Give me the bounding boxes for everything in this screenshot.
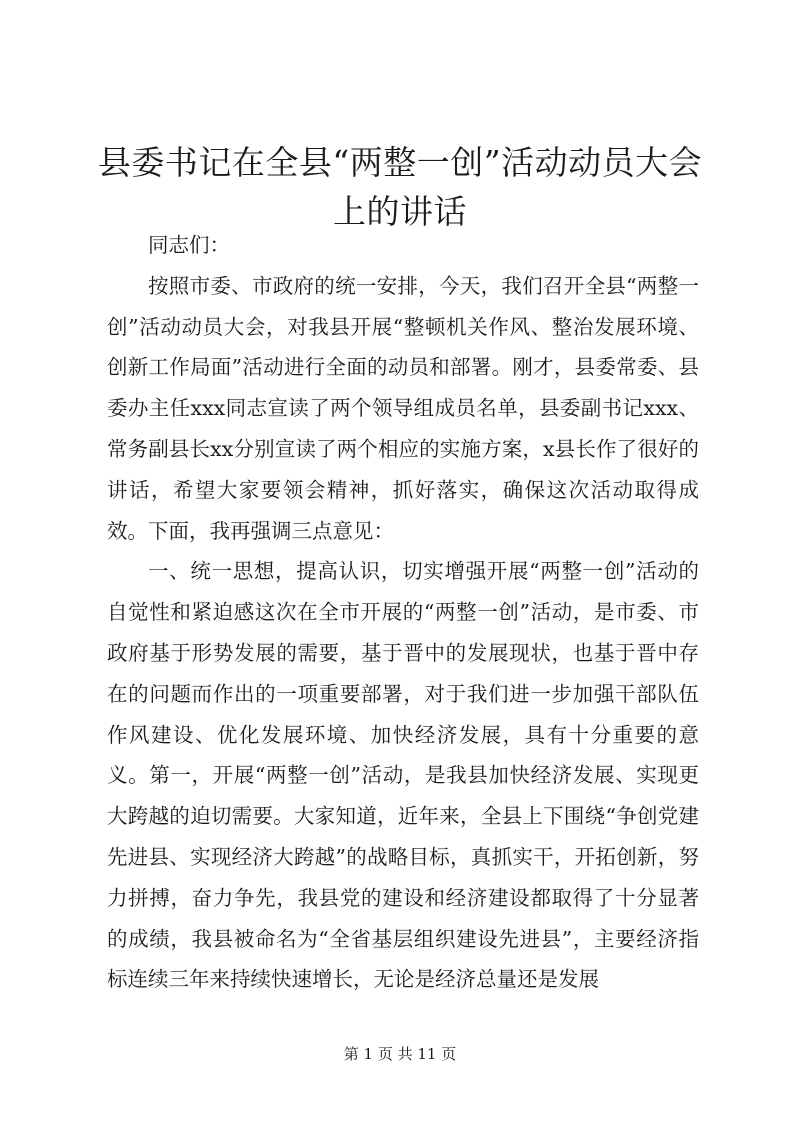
page-footer: 第 1 页 共 11 页 — [343, 1045, 457, 1063]
section-one-paragraph: 一、统一思想，提高认识，切实增强开展“两整一创”活动的自觉性和紧迫感这次在全市开展的“两整一创”活动，是市委、市政府基于形势发展的需要，基于晋中的发展现状，也基于晋中存在的问题而作出的一项重要部署，对于我们进一步加强干部队伍作风建设、优化发展环境、加快经济发展，具有十分重要的意义。第一，开展“两整一创”活动，是我县加快经济发展、实现更大跨越的迫切需要。大家知道，近年来，全县上下围绕“争创党建先进县、实现经济大跨越”的战略目标，真抓实干，开拓创新，努力拼搏，奋力争先，我县党的建设和经济建设都取得了十分显著的成绩，我县被命名为“全省基层组织建设先进县”，主要经济指标连续三年来持续快速增长，无论是经济总量还是发展 — [107, 559, 699, 992]
document-title: 县委书记在全县“两整一创”活动动员大会上的讲话 — [97, 143, 703, 231]
document-body — [107, 225, 699, 1000]
salutation-paragraph: 同志们： — [148, 233, 230, 257]
intro-paragraph: 按照市委、市政府的统一安排，今天，我们召开全县“两整一创”活动动员大会，对我县开展“整顿机关作风、整治发展环境、创新工作局面”活动进行全面的动员和部署。刚才，县委常委、县委办主任xxx同志宣读了两个领导组成员名单，县委副书记xxx、常务副县长xx分别宣读了两个相应的实施方案，x县长作了很好的讲话，希望大家要领会精神，抓好落实，确保这次活动取得成效。下面，我再强调三点意见： — [107, 273, 699, 543]
